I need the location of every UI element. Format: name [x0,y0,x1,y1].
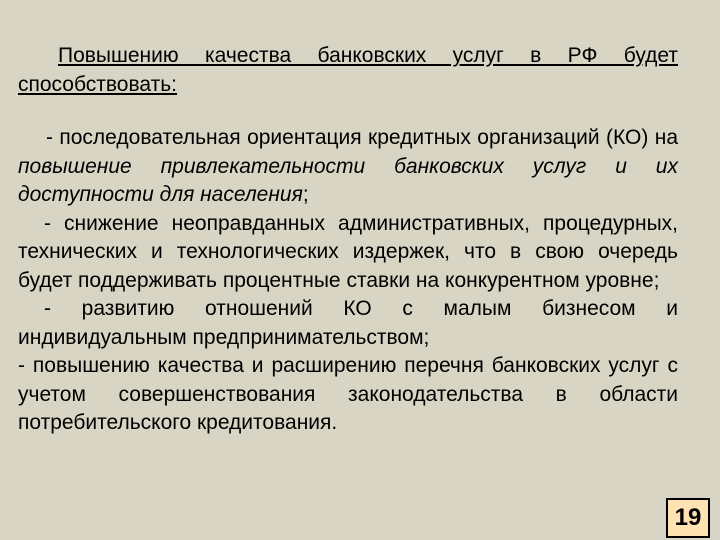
list-item-emphasis: повышение привлекательности банковских услуг и их доступности для населения [18,154,678,206]
slide-number-badge: 19 [666,498,710,538]
list-item-suffix: ; [302,183,309,206]
slide-heading: Повышению качества банковских услуг в РФ будет способствовать: [18,44,678,96]
slide-body [18,42,678,438]
list-item: - повышению качества и расширению перечня банковских услуг с учетом совершенствования законодательства в области потребительского кредитования. [18,354,678,434]
list-item [18,124,678,210]
list-item: - развитию отношений КО с малым бизнесом и индивидуальным предпринимательством; [18,297,678,349]
list-item: - снижение неоправданных административных, процедурных, технических и технологических издержек, что в свою очередь будет поддерживать процентные ставки на конкурентном уровне; [18,211,678,292]
list-item-text: - последовательная ориентация кредитных организаций (КО) на [46,126,678,149]
